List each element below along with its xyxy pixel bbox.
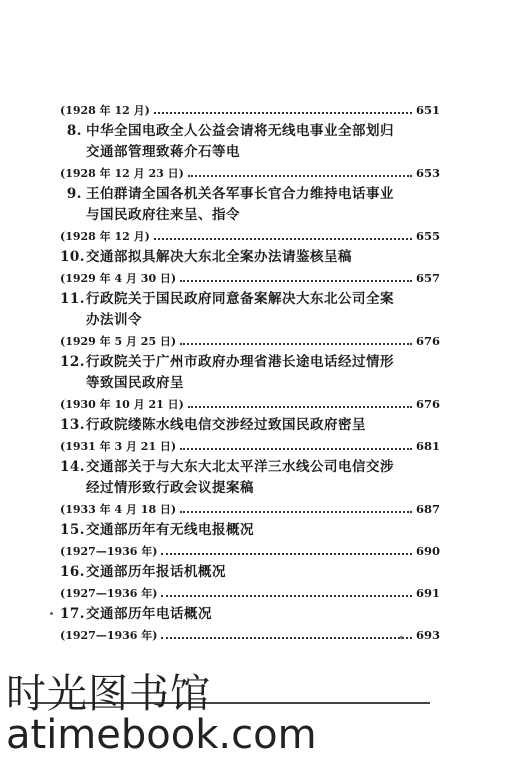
toc-entries bbox=[60, 121, 440, 646]
toc-entry-title-line: 交通部历年报话机概况 bbox=[86, 564, 226, 580]
toc-date-line bbox=[60, 163, 440, 184]
toc-entry bbox=[60, 247, 440, 289]
toc-page-number: 657 bbox=[415, 271, 440, 285]
toc-date-line bbox=[60, 226, 440, 247]
dot-leader bbox=[161, 595, 412, 597]
toc-page-number: 653 bbox=[415, 166, 440, 180]
toc-entry bbox=[60, 352, 440, 415]
toc-entry-title bbox=[60, 457, 440, 478]
toc-entry bbox=[60, 457, 440, 520]
dot-leader bbox=[180, 280, 412, 282]
scan-speck bbox=[50, 612, 53, 615]
toc-page-number: 651 bbox=[415, 103, 440, 117]
toc-entry-number: 11. bbox=[60, 291, 85, 307]
toc-date: (1931 年 3 月 21 日) bbox=[60, 440, 177, 453]
watermark-url: atimebook.com bbox=[6, 712, 317, 758]
toc-date: (1929 年 4 月 30 日) bbox=[60, 272, 177, 285]
toc-entry-title bbox=[60, 562, 440, 583]
toc-entry-title-line: 交通部关于与大东大北太平洋三水线公司电信交涉 bbox=[86, 459, 394, 475]
toc-entry-title bbox=[60, 352, 440, 373]
toc-entry-title bbox=[60, 415, 440, 436]
toc-page-number: 690 bbox=[415, 544, 440, 558]
toc-entry-title-line: 办法训令 bbox=[86, 312, 142, 328]
toc-date: (1929 年 5 月 25 日) bbox=[60, 335, 177, 348]
toc-entry-number: 13. bbox=[60, 417, 85, 433]
toc-entry-number: 16. bbox=[60, 564, 85, 580]
toc-entry-title-line: 交通部历年有无线电报概况 bbox=[86, 522, 254, 538]
toc-entry-title bbox=[60, 520, 440, 541]
toc-date: (1927—1936 年) bbox=[60, 587, 158, 600]
dot-leader bbox=[180, 343, 412, 345]
dot-leader bbox=[188, 406, 412, 408]
dot-leader bbox=[154, 238, 412, 240]
toc-entry-number: 10. bbox=[60, 249, 85, 265]
dot-leader bbox=[161, 553, 412, 555]
toc-page-number: 676 bbox=[415, 397, 440, 411]
toc-entry-title-line: 与国民政府往来呈、指令 bbox=[86, 207, 240, 223]
toc-date: (1933 年 4 月 18 日) bbox=[60, 503, 177, 516]
toc-entry-title-line: 等致国民政府呈 bbox=[86, 375, 184, 391]
toc-entry-title-line: 交通部拟具解决大东北全案办法请鉴核呈稿 bbox=[86, 249, 352, 265]
toc-entry-title-line: 交通部管理致蒋介石等电 bbox=[86, 144, 240, 160]
toc-date-line bbox=[60, 625, 440, 646]
toc-date: (1928 年 12 月) bbox=[60, 230, 150, 243]
toc-date-line bbox=[60, 394, 440, 415]
toc-page-number: 681 bbox=[415, 439, 440, 453]
toc-entry bbox=[60, 121, 440, 184]
watermark-name: 时光图书馆 bbox=[6, 671, 211, 717]
toc-entry-title bbox=[60, 121, 440, 142]
toc-entry bbox=[60, 184, 440, 247]
toc-date: (1928 年 12 月) bbox=[60, 104, 150, 117]
dot-leader bbox=[154, 112, 412, 114]
toc-date: (1930 年 10 月 21 日) bbox=[60, 398, 184, 411]
toc-entry bbox=[60, 289, 440, 352]
toc-entry-title-line: 行政院关于广州市政府办理省港长途电话经过情形 bbox=[86, 354, 394, 370]
toc-entry-title-line: 经过情形致行政会议提案稿 bbox=[86, 480, 254, 496]
toc-entry-title bbox=[60, 289, 440, 310]
toc-entry-number: 17. bbox=[60, 606, 85, 622]
toc-date-line bbox=[60, 268, 440, 289]
toc-entry bbox=[60, 520, 440, 562]
toc-entry-number: 12. bbox=[60, 354, 85, 370]
scan-speck bbox=[400, 636, 403, 639]
toc-date: (1927—1936 年) bbox=[60, 545, 158, 558]
toc-entry-title bbox=[60, 247, 440, 268]
toc-page-number: 687 bbox=[415, 502, 440, 516]
toc-entry-title-line: 交通部历年电话概况 bbox=[86, 606, 212, 622]
toc-date-line bbox=[60, 541, 440, 562]
toc-date: (1928 年 12 月 23 日) bbox=[60, 167, 184, 180]
toc-entry-number: 14. bbox=[60, 459, 85, 475]
toc-page-number: 691 bbox=[415, 586, 440, 600]
toc-entry-number: 8. bbox=[66, 123, 82, 139]
toc-entry-title-line: 王伯群请全国各机关各军事长官合力维持电话事业 bbox=[86, 186, 394, 202]
dot-leader bbox=[161, 637, 412, 639]
toc-date-line bbox=[60, 499, 440, 520]
toc-entry-title-line: 行政院缕陈水线电信交涉经过致国民政府密呈 bbox=[86, 417, 366, 433]
toc-lead-date-line bbox=[60, 100, 440, 121]
toc-entry-title bbox=[60, 184, 440, 205]
toc-date-line bbox=[60, 436, 440, 457]
toc-entry-title bbox=[60, 604, 440, 625]
toc-date: (1927—1936 年) bbox=[60, 629, 158, 642]
dot-leader bbox=[180, 511, 412, 513]
toc-date-line bbox=[60, 331, 440, 352]
toc-entry bbox=[60, 604, 440, 646]
toc-page-number: 676 bbox=[415, 334, 440, 348]
toc-entry-number: 9. bbox=[66, 186, 82, 202]
toc-entry bbox=[60, 562, 440, 604]
toc-entry-number: 15. bbox=[60, 522, 85, 538]
toc-entry-title-line: 行政院关于国民政府同意备案解决大东北公司全案 bbox=[86, 291, 394, 307]
toc-entry bbox=[60, 415, 440, 457]
table-of-contents bbox=[60, 100, 440, 646]
toc-page-number: 655 bbox=[415, 229, 440, 243]
toc-entry-title-line: 中华全国电政全人公益会请将无线电事业全部划归 bbox=[86, 123, 394, 139]
dot-leader bbox=[188, 175, 412, 177]
dot-leader bbox=[180, 448, 412, 450]
toc-date-line bbox=[60, 583, 440, 604]
toc-page-number: 693 bbox=[415, 628, 440, 642]
